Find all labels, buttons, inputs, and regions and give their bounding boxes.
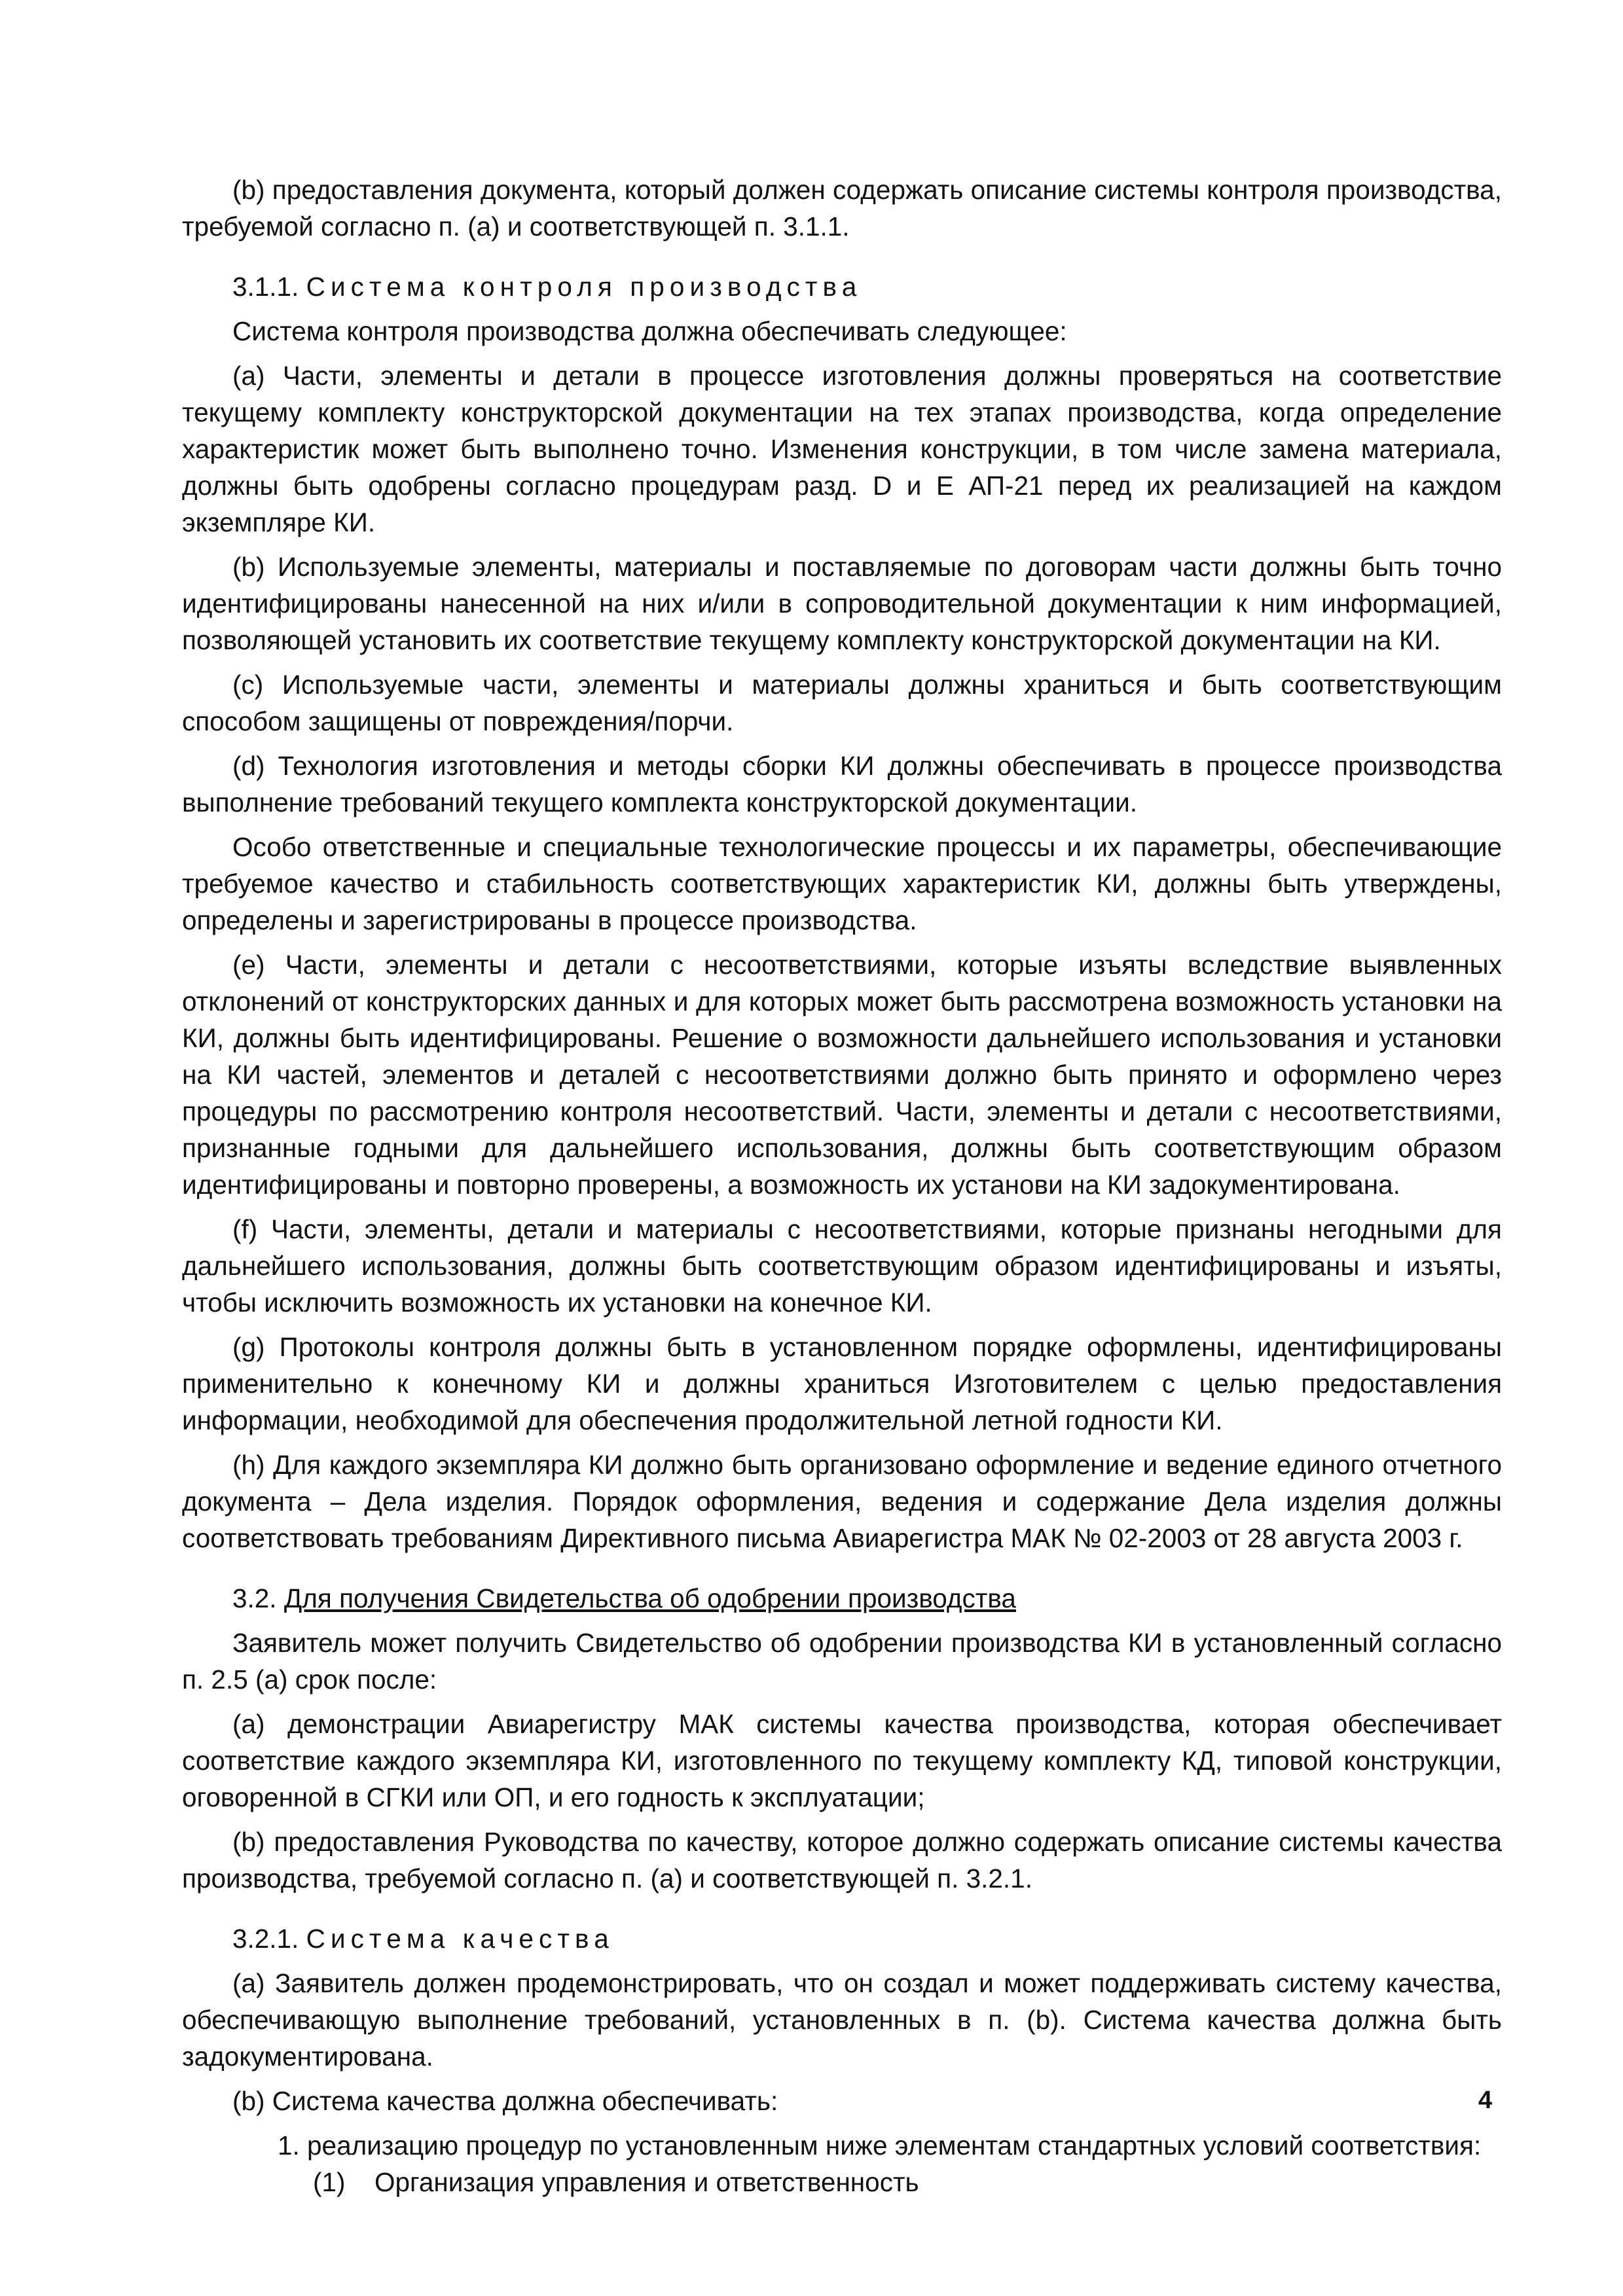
- paragraph-g: (g) Протоколы контроля должны быть в установленном порядке оформлены, идентифицированы применительно к конечному КИ и должны храниться Изготовителем с целью предоставления информации, необходимой для обеспечения продолжительной летной годности КИ.: [182, 1332, 1502, 1435]
- heading-number: 3.1.1.: [232, 272, 299, 302]
- paragraph-b: (b) Используемые элементы, материалы и поставляемые по договорам части должны быть точно идентифицированы нанесенной на них и/или в сопроводительной документации к ним информацией, позволяющей установить их соответствие текущему комплекту конструкторской документации на КИ.: [182, 552, 1502, 655]
- paragraph-intro: Система контроля производства должна обеспечивать следующее:: [232, 316, 1067, 346]
- heading-number: 3.2.: [232, 1583, 277, 1613]
- sub-list-text: Организация управления и ответственность: [374, 2167, 919, 2197]
- heading-title: Для получения Свидетельства об одобрении производства: [283, 1583, 1016, 1613]
- paragraph-a-quality: (a) Заявитель должен продемонстрировать, что он создал и может поддерживать систему качества, обеспечивающую выполнение требований, установленных в п. (b). Система качества должна быть задокументирована.: [182, 1968, 1502, 2072]
- heading-3-2-1: [182, 1920, 1502, 1957]
- paragraph-e: (e) Части, элементы и детали с несоответствиями, которые изъяты вследствие выявленных отклонений от конструкторских данных и для которых может быть рассмотрена возможность установки на КИ, должны быть идентифицированы. Решение о возможности дальнейшего использования и установки на КИ частей, элементов и деталей с несоответствиями должно быть принято и оформлено через процедуры по рассмотрению контроля несоответствий. Части, элементы и детали с несоответствиями, признанные годными для дальнейшего использования, должны быть соответствующим образом идентифицированы и повторно проверены, а возможность их установи на КИ задокументирована.: [182, 950, 1502, 1200]
- paragraph-b-manual: (b) предоставления Руководства по качеству, которое должно содержать описание системы качества производства, требуемой согласно п. (а) и соответствующей п. 3.2.1.: [182, 1827, 1502, 1893]
- paragraph-a-demonstration: (a) демонстрации Авиарегистру МАК системы качества производства, которая обеспечивает соответствие каждого экземпляра КИ, изготовленного по текущему комплекту КД, типовой конструкции, оговоренной в СГКИ или ОП, и его годность к эксплуатации;: [182, 1709, 1502, 1812]
- paragraph-applicant: Заявитель может получить Свидетельство об одобрении производства КИ в установленный согласно п. 2.5 (а) срок после:: [182, 1628, 1502, 1695]
- paragraph-b-quality: (b) Система качества должна обеспечивать:: [232, 2086, 778, 2116]
- heading-3-1-1: [182, 268, 1502, 305]
- paragraph-h: (h) Для каждого экземпляра КИ должно быть организовано оформление и ведение единого отчетного документа – Дела изделия. Порядок оформления, ведения и содержание Дела изделия должны соответствовать требованиям Директивного письма Авиарегистра МАК № 02-2003 от 28 августа 2003 г.: [182, 1450, 1502, 1553]
- heading-3-2: [182, 1580, 1502, 1617]
- document-page: [182, 171, 1502, 2200]
- sub-list-number: (1): [313, 2167, 346, 2197]
- paragraph-f: (f) Части, элементы, детали и материалы с несоответствиями, которые признаны негодными для дальнейшего использования, должны быть соответствующим образом идентифицированы и изъяты, чтобы исключить возможность их установки на конечное КИ.: [182, 1214, 1502, 1318]
- sub-list-item-1: [182, 2164, 1502, 2200]
- list-item-1: 1. реализацию процедур по установленным ниже элементам стандартных условий соответствия:: [278, 2130, 1482, 2161]
- paragraph-special-processes: Особо ответственные и специальные технологические процессы и их параметры, обеспечивающие требуемое качество и стабильность соответствующих характеристик КИ, должны быть утверждены, определены и зарегистрированы в процессе производства.: [182, 832, 1502, 935]
- heading-title: Система качества: [306, 1924, 614, 1954]
- paragraph-a: (a) Части, элементы и детали в процессе изготовления должны проверяться на соответствие текущему комплекту конструкторской документации на тех этапах производства, когда определение характеристик может быть выполнено точно. Изменения конструкции, в том числе замена материала, должны быть одобрены согласно процедурам разд. D и E АП-21 перед их реализацией на каждом экземпляре КИ.: [182, 361, 1502, 537]
- heading-number: 3.2.1.: [232, 1924, 299, 1954]
- paragraph-d: (d) Технология изготовления и методы сборки КИ должны обеспечивать в процессе производства выполнение требований текущего комплекта конструкторской документации.: [182, 751, 1502, 817]
- paragraph-b-document: (b) предоставления документа, который должен содержать описание системы контроля производства, требуемой согласно п. (а) и соответствующей п. 3.1.1.: [182, 175, 1502, 242]
- paragraph-c: (c) Используемые части, элементы и материалы должны храниться и быть соответствующим способом защищены от повреждения/порчи.: [182, 670, 1502, 736]
- page-number: 4: [1478, 2087, 1493, 2114]
- heading-title: Система контроля производства: [306, 272, 862, 302]
